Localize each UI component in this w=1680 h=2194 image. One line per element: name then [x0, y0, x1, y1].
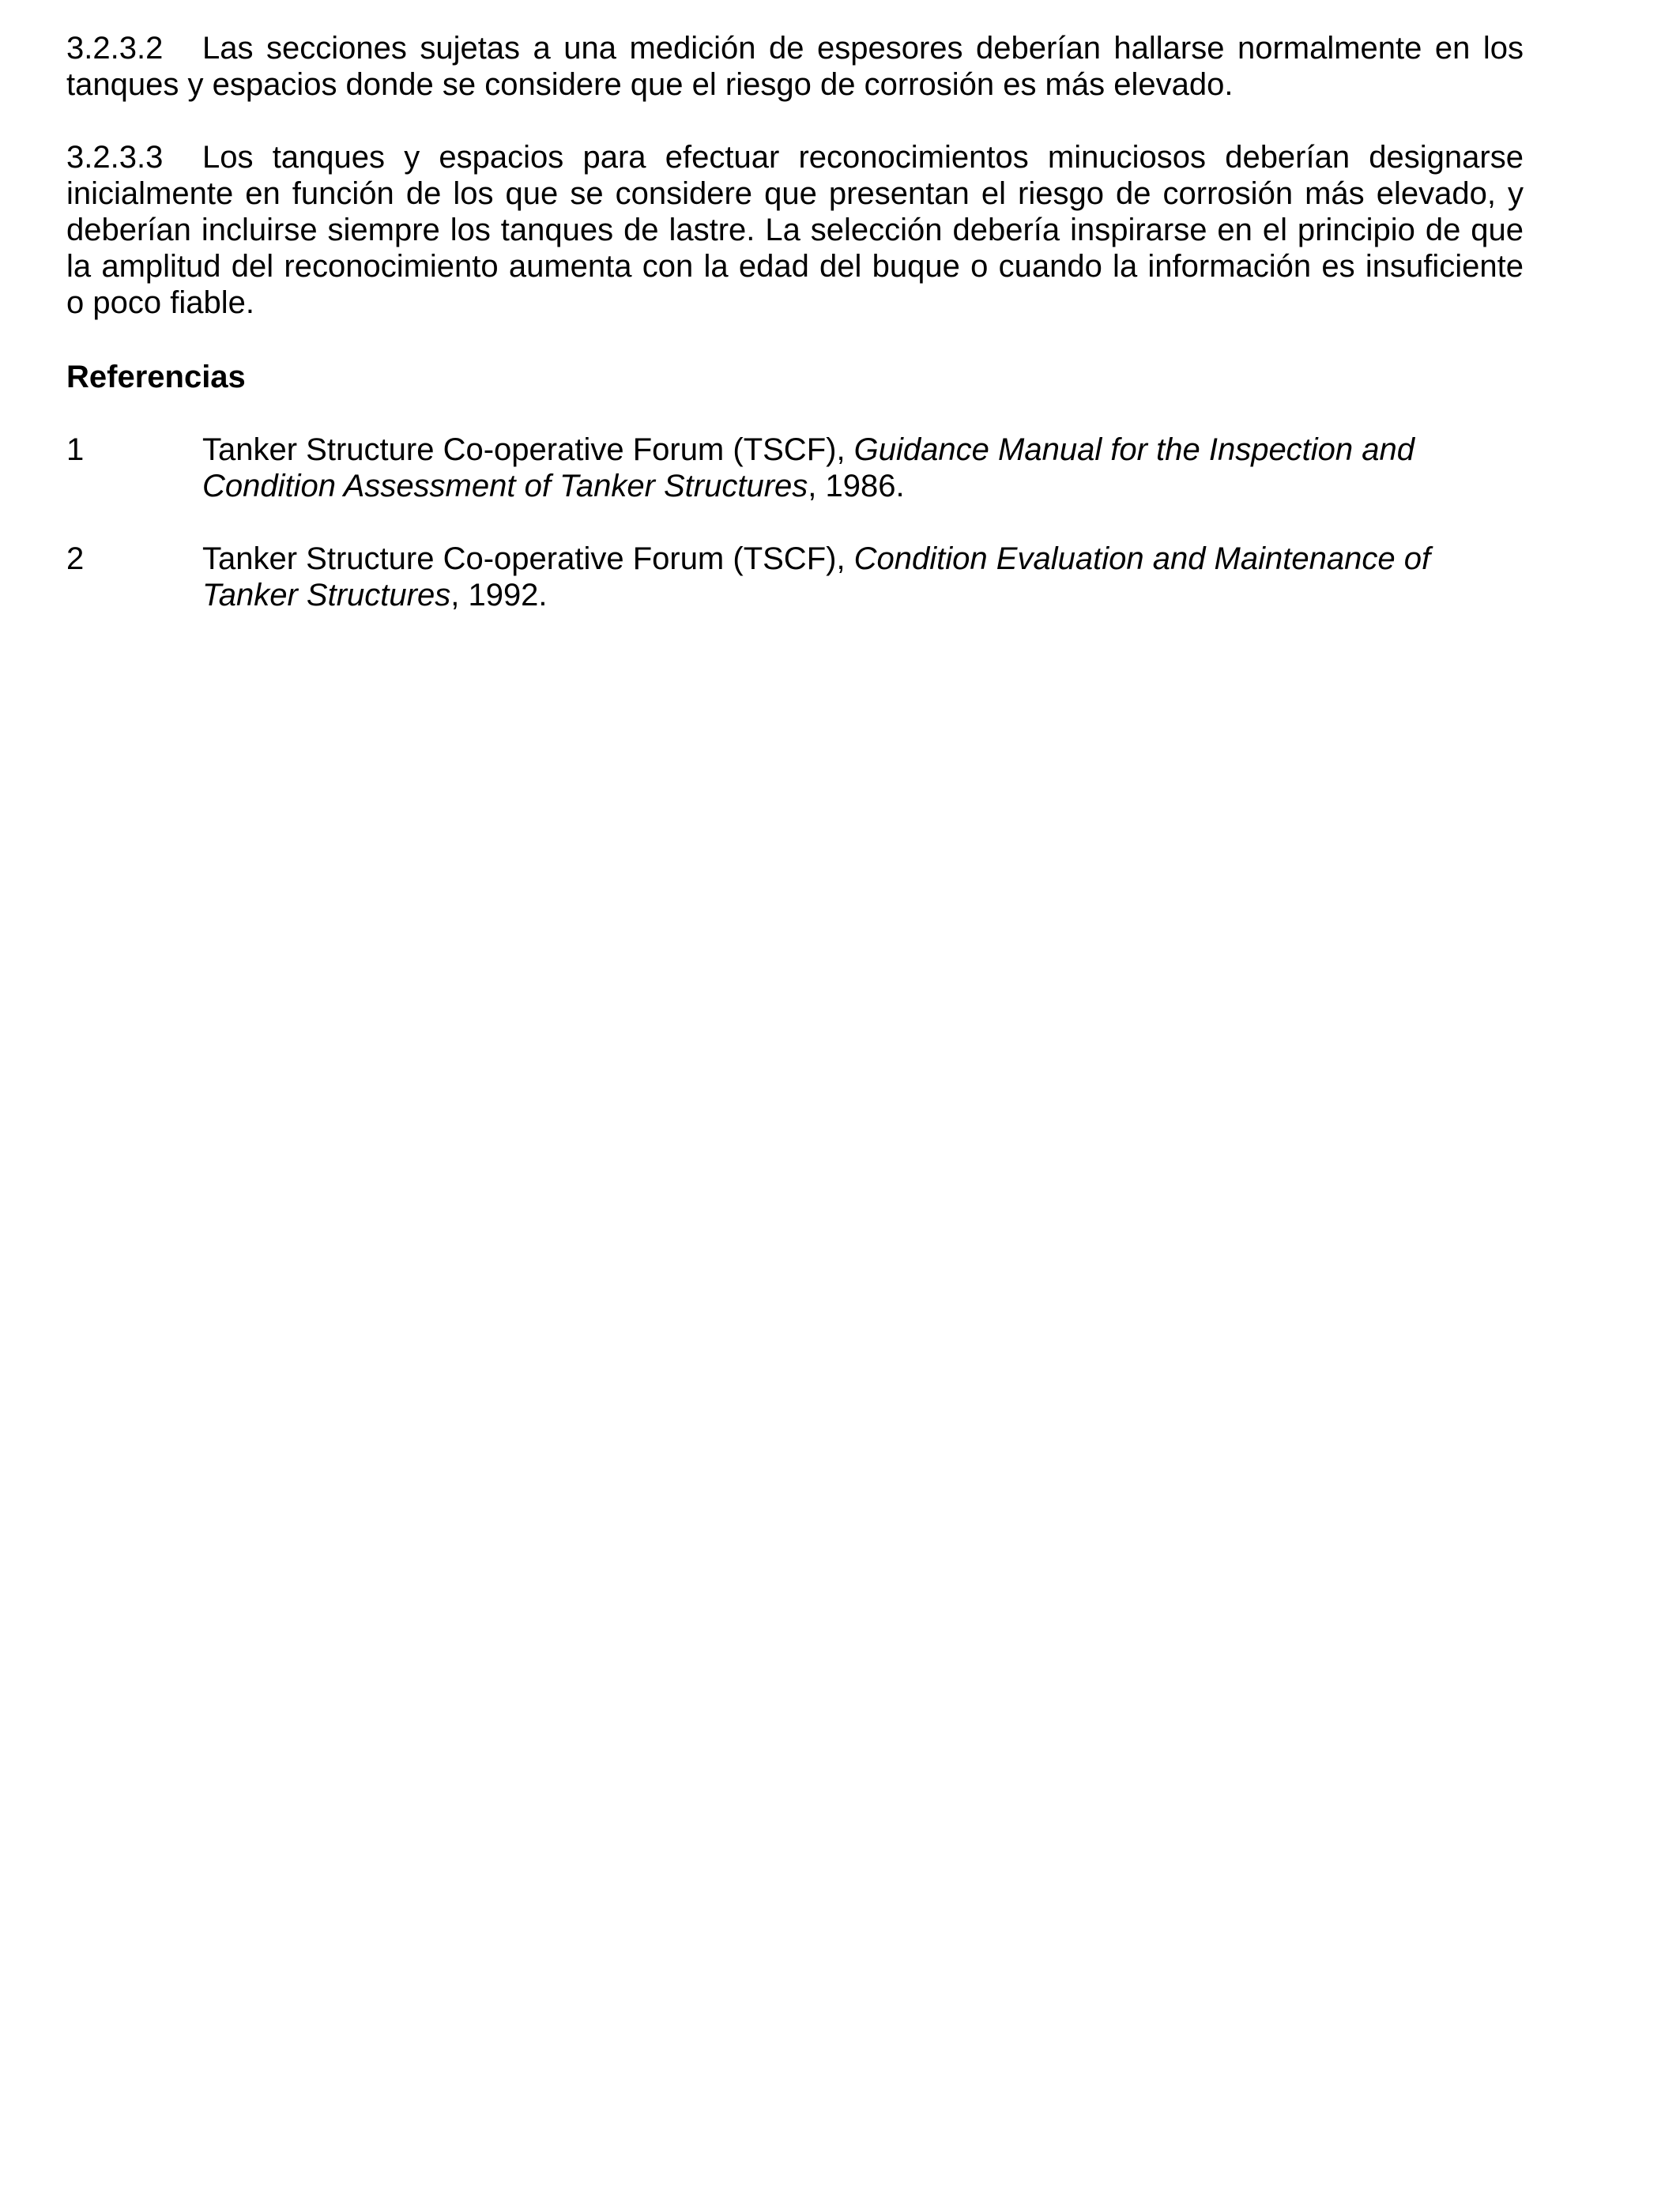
reference-author: Tanker Structure Co-operative Forum (TSCF),: [202, 432, 854, 467]
paragraph-text: Los tanques y espacios para efectuar reconocimientos minuciosos deberían designarse inicialmente en función de los que se considere que presentan el riesgo de corrosión más elevado, y deberían incluirse siempre los tanques de lastre. La selección debería inspirarse en el principio de que la amplitud del reconocimiento aumenta con la edad del buque o cuando la información es insuficiente o poco fiable.: [66, 140, 1524, 320]
reference-title: Condition Evaluation and Maintenance of Tanker Structures: [202, 541, 1431, 613]
paragraph-3-2-3-3: [66, 139, 1524, 321]
paragraph-number: 3.2.3.2: [66, 31, 164, 66]
reference-item-2: [66, 541, 1524, 613]
document-page: [66, 30, 1524, 650]
reference-text: [202, 541, 1524, 613]
paragraph-3-2-3-2: [66, 30, 1524, 103]
paragraph-number: 3.2.3.3: [66, 140, 164, 175]
reference-number: 2: [66, 541, 85, 576]
reference-title: Guidance Manual for the Inspection and Condition Assessment of Tanker Structures: [202, 432, 1415, 503]
paragraph-text: Las secciones sujetas a una medición de espesores deberían hallarse normalmente en los tanques y espacios donde se considere que el riesgo de corrosión es más elevado.: [66, 31, 1524, 102]
reference-text: [202, 432, 1524, 504]
reference-year: , 1986.: [808, 469, 905, 503]
reference-number: 1: [66, 432, 85, 467]
reference-author: Tanker Structure Co-operative Forum (TSCF),: [202, 541, 854, 576]
reference-item-1: [66, 432, 1524, 504]
references-heading: Referencias: [66, 360, 246, 394]
reference-year: , 1992.: [450, 578, 548, 613]
